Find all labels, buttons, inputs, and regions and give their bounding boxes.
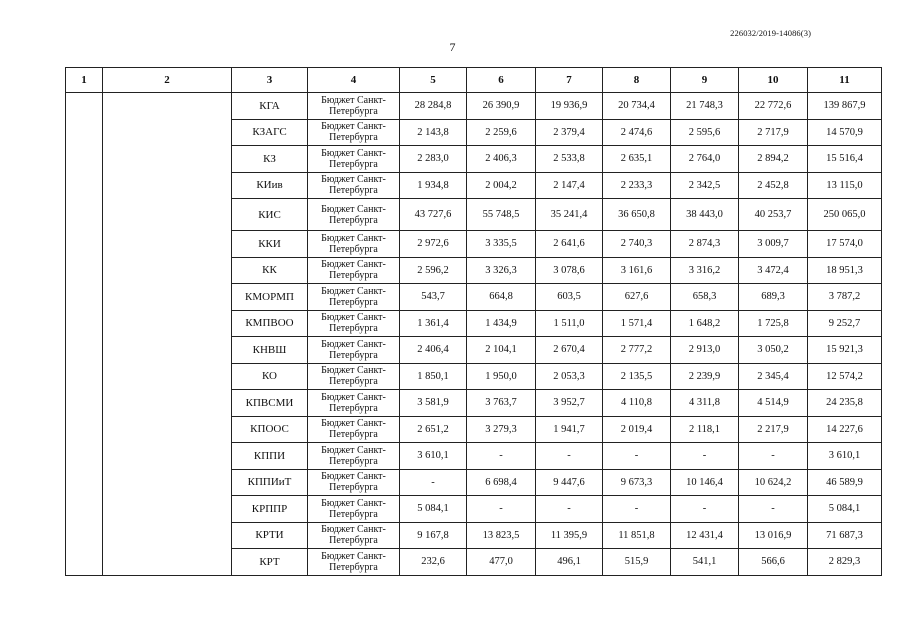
value-cell-col-10: 689,3 xyxy=(739,284,808,311)
value-cell-col-5: 1 934,8 xyxy=(400,172,467,199)
value-cell-col-6: 1 434,9 xyxy=(467,310,536,337)
value-cell-col-6: 55 748,5 xyxy=(467,199,536,231)
value-cell-col-6: 664,8 xyxy=(467,284,536,311)
value-cell-col-11: 139 867,9 xyxy=(808,93,882,120)
value-cell-col-10: - xyxy=(739,496,808,523)
value-cell-col-9: 2 913,0 xyxy=(671,337,739,364)
funding-source-cell: Бюджет Санкт-Петербурга xyxy=(308,469,400,496)
value-cell-col-7: 496,1 xyxy=(536,549,603,576)
committee-code-cell: КИС xyxy=(232,199,308,231)
value-cell-col-5: 1 850,1 xyxy=(400,363,467,390)
value-cell-col-10: 22 772,6 xyxy=(739,93,808,120)
value-cell-col-9: 3 316,2 xyxy=(671,257,739,284)
committee-code-cell: КО xyxy=(232,363,308,390)
value-cell-col-10: 40 253,7 xyxy=(739,199,808,231)
value-cell-col-8: 2 777,2 xyxy=(603,337,671,364)
value-cell-col-7: - xyxy=(536,443,603,470)
committee-code-cell: КК xyxy=(232,257,308,284)
value-cell-col-9: 38 443,0 xyxy=(671,199,739,231)
value-cell-col-11: 250 065,0 xyxy=(808,199,882,231)
value-cell-col-8: 11 851,8 xyxy=(603,522,671,549)
column-header-5: 5 xyxy=(400,68,467,93)
funding-source-cell: Бюджет Санкт-Петербурга xyxy=(308,310,400,337)
value-cell-col-7: 35 241,4 xyxy=(536,199,603,231)
column-header-1: 1 xyxy=(66,68,103,93)
value-cell-col-5: 3 610,1 xyxy=(400,443,467,470)
value-cell-col-5: 2 283,0 xyxy=(400,146,467,173)
value-cell-col-7: 603,5 xyxy=(536,284,603,311)
value-cell-col-11: 3 787,2 xyxy=(808,284,882,311)
col1-merged-cell xyxy=(66,93,103,576)
value-cell-col-9: 21 748,3 xyxy=(671,93,739,120)
value-cell-col-6: 6 698,4 xyxy=(467,469,536,496)
value-cell-col-5: 5 084,1 xyxy=(400,496,467,523)
value-cell-col-8: 2 019,4 xyxy=(603,416,671,443)
value-cell-col-10: 3 009,7 xyxy=(739,231,808,258)
value-cell-col-5: 2 651,2 xyxy=(400,416,467,443)
value-cell-col-9: 2 239,9 xyxy=(671,363,739,390)
value-cell-col-10: 1 725,8 xyxy=(739,310,808,337)
value-cell-col-8: 1 571,4 xyxy=(603,310,671,337)
value-cell-col-10: 2 217,9 xyxy=(739,416,808,443)
value-cell-col-8: 2 635,1 xyxy=(603,146,671,173)
value-cell-col-9: 10 146,4 xyxy=(671,469,739,496)
value-cell-col-8: 2 474,6 xyxy=(603,119,671,146)
col2-merged-cell xyxy=(103,93,232,576)
value-cell-col-7: 2 053,3 xyxy=(536,363,603,390)
funding-source-cell: Бюджет Санкт-Петербурга xyxy=(308,231,400,258)
value-cell-col-6: 2 259,6 xyxy=(467,119,536,146)
value-cell-col-8: 2 135,5 xyxy=(603,363,671,390)
committee-code-cell: КРППР xyxy=(232,496,308,523)
value-cell-col-11: 46 589,9 xyxy=(808,469,882,496)
value-cell-col-6: 26 390,9 xyxy=(467,93,536,120)
value-cell-col-10: 13 016,9 xyxy=(739,522,808,549)
committee-code-cell: КППИиТ xyxy=(232,469,308,496)
page-number: 7 xyxy=(449,40,456,54)
value-cell-col-11: 14 227,6 xyxy=(808,416,882,443)
value-cell-col-6: 2 004,2 xyxy=(467,172,536,199)
funding-source-cell: Бюджет Санкт-Петербурга xyxy=(308,199,400,231)
funding-source-cell: Бюджет Санкт-Петербурга xyxy=(308,549,400,576)
value-cell-col-11: 5 084,1 xyxy=(808,496,882,523)
value-cell-col-10: 4 514,9 xyxy=(739,390,808,417)
value-cell-col-11: 71 687,3 xyxy=(808,522,882,549)
funding-source-cell: Бюджет Санкт-Петербурга xyxy=(308,337,400,364)
value-cell-col-8: 36 650,8 xyxy=(603,199,671,231)
table-body xyxy=(66,93,882,576)
committee-code-cell: КППИ xyxy=(232,443,308,470)
budget-table xyxy=(65,67,882,576)
value-cell-col-9: 2 118,1 xyxy=(671,416,739,443)
value-cell-col-7: 1 941,7 xyxy=(536,416,603,443)
column-header-6: 6 xyxy=(467,68,536,93)
value-cell-col-8: - xyxy=(603,443,671,470)
value-cell-col-8: 4 110,8 xyxy=(603,390,671,417)
value-cell-col-8: 20 734,4 xyxy=(603,93,671,120)
funding-source-cell: Бюджет Санкт-Петербурга xyxy=(308,146,400,173)
value-cell-col-6: 2 104,1 xyxy=(467,337,536,364)
committee-code-cell: КИив xyxy=(232,172,308,199)
committee-code-cell: КМОРМП xyxy=(232,284,308,311)
value-cell-col-6: 2 406,3 xyxy=(467,146,536,173)
value-cell-col-7: 2 641,6 xyxy=(536,231,603,258)
value-cell-col-10: 2 345,4 xyxy=(739,363,808,390)
value-cell-col-10: 10 624,2 xyxy=(739,469,808,496)
value-cell-col-11: 18 951,3 xyxy=(808,257,882,284)
value-cell-col-5: 43 727,6 xyxy=(400,199,467,231)
value-cell-col-9: 1 648,2 xyxy=(671,310,739,337)
value-cell-col-10: 2 717,9 xyxy=(739,119,808,146)
value-cell-col-11: 12 574,2 xyxy=(808,363,882,390)
funding-source-cell: Бюджет Санкт-Петербурга xyxy=(308,363,400,390)
committee-code-cell: КНВШ xyxy=(232,337,308,364)
committee-code-cell: КМПВОО xyxy=(232,310,308,337)
document-number: 226032/2019-14086(3) xyxy=(730,28,811,38)
funding-source-cell: Бюджет Санкт-Петербурга xyxy=(308,522,400,549)
value-cell-col-8: 627,6 xyxy=(603,284,671,311)
value-cell-col-5: 2 406,4 xyxy=(400,337,467,364)
value-cell-col-5: 543,7 xyxy=(400,284,467,311)
table-row xyxy=(66,93,882,120)
value-cell-col-11: 15 921,3 xyxy=(808,337,882,364)
value-cell-col-9: 541,1 xyxy=(671,549,739,576)
value-cell-col-8: 9 673,3 xyxy=(603,469,671,496)
value-cell-col-9: 12 431,4 xyxy=(671,522,739,549)
funding-source-cell: Бюджет Санкт-Петербурга xyxy=(308,119,400,146)
value-cell-col-9: 2 764,0 xyxy=(671,146,739,173)
value-cell-col-7: - xyxy=(536,496,603,523)
value-cell-col-5: 9 167,8 xyxy=(400,522,467,549)
funding-source-cell: Бюджет Санкт-Петербурга xyxy=(308,172,400,199)
column-header-9: 9 xyxy=(671,68,739,93)
value-cell-col-10: 2 894,2 xyxy=(739,146,808,173)
value-cell-col-9: 2 595,6 xyxy=(671,119,739,146)
column-header-8: 8 xyxy=(603,68,671,93)
value-cell-col-11: 3 610,1 xyxy=(808,443,882,470)
value-cell-col-5: 3 581,9 xyxy=(400,390,467,417)
value-cell-col-7: 9 447,6 xyxy=(536,469,603,496)
value-cell-col-5: 1 361,4 xyxy=(400,310,467,337)
value-cell-col-9: 4 311,8 xyxy=(671,390,739,417)
column-header-7: 7 xyxy=(536,68,603,93)
value-cell-col-10: 3 050,2 xyxy=(739,337,808,364)
value-cell-col-9: 658,3 xyxy=(671,284,739,311)
value-cell-col-11: 14 570,9 xyxy=(808,119,882,146)
value-cell-col-7: 2 379,4 xyxy=(536,119,603,146)
value-cell-col-7: 2 147,4 xyxy=(536,172,603,199)
value-cell-col-5: 28 284,8 xyxy=(400,93,467,120)
committee-code-cell: КРТИ xyxy=(232,522,308,549)
value-cell-col-7: 2 670,4 xyxy=(536,337,603,364)
value-cell-col-7: 2 533,8 xyxy=(536,146,603,173)
value-cell-col-9: - xyxy=(671,443,739,470)
value-cell-col-8: 2 233,3 xyxy=(603,172,671,199)
committee-code-cell: КЗАГС xyxy=(232,119,308,146)
value-cell-col-7: 3 078,6 xyxy=(536,257,603,284)
funding-source-cell: Бюджет Санкт-Петербурга xyxy=(308,416,400,443)
value-cell-col-7: 1 511,0 xyxy=(536,310,603,337)
value-cell-col-8: - xyxy=(603,496,671,523)
funding-source-cell: Бюджет Санкт-Петербурга xyxy=(308,443,400,470)
value-cell-col-11: 2 829,3 xyxy=(808,549,882,576)
committee-code-cell: КПВСМИ xyxy=(232,390,308,417)
funding-source-cell: Бюджет Санкт-Петербурга xyxy=(308,93,400,120)
committee-code-cell: КГА xyxy=(232,93,308,120)
funding-source-cell: Бюджет Санкт-Петербурга xyxy=(308,496,400,523)
value-cell-col-6: - xyxy=(467,496,536,523)
value-cell-col-6: 3 335,5 xyxy=(467,231,536,258)
value-cell-col-8: 515,9 xyxy=(603,549,671,576)
table-header-row xyxy=(66,68,882,93)
value-cell-col-5: 2 596,2 xyxy=(400,257,467,284)
value-cell-col-11: 15 516,4 xyxy=(808,146,882,173)
value-cell-col-5: 2 143,8 xyxy=(400,119,467,146)
value-cell-col-6: 3 763,7 xyxy=(467,390,536,417)
value-cell-col-11: 24 235,8 xyxy=(808,390,882,417)
committee-code-cell: КЗ xyxy=(232,146,308,173)
value-cell-col-6: - xyxy=(467,443,536,470)
value-cell-col-9: 2 874,3 xyxy=(671,231,739,258)
value-cell-col-6: 13 823,5 xyxy=(467,522,536,549)
value-cell-col-10: 3 472,4 xyxy=(739,257,808,284)
value-cell-col-9: 2 342,5 xyxy=(671,172,739,199)
value-cell-col-6: 1 950,0 xyxy=(467,363,536,390)
value-cell-col-8: 2 740,3 xyxy=(603,231,671,258)
column-header-3: 3 xyxy=(232,68,308,93)
funding-source-cell: Бюджет Санкт-Петербурга xyxy=(308,284,400,311)
column-header-4: 4 xyxy=(308,68,400,93)
funding-source-cell: Бюджет Санкт-Петербурга xyxy=(308,257,400,284)
value-cell-col-11: 13 115,0 xyxy=(808,172,882,199)
value-cell-col-5: 232,6 xyxy=(400,549,467,576)
committee-code-cell: КРТ xyxy=(232,549,308,576)
funding-source-cell: Бюджет Санкт-Петербурга xyxy=(308,390,400,417)
value-cell-col-6: 3 279,3 xyxy=(467,416,536,443)
value-cell-col-11: 17 574,0 xyxy=(808,231,882,258)
value-cell-col-8: 3 161,6 xyxy=(603,257,671,284)
value-cell-col-5: 2 972,6 xyxy=(400,231,467,258)
value-cell-col-6: 477,0 xyxy=(467,549,536,576)
value-cell-col-6: 3 326,3 xyxy=(467,257,536,284)
value-cell-col-11: 9 252,7 xyxy=(808,310,882,337)
column-header-10: 10 xyxy=(739,68,808,93)
committee-code-cell: ККИ xyxy=(232,231,308,258)
value-cell-col-5: - xyxy=(400,469,467,496)
committee-code-cell: КПООС xyxy=(232,416,308,443)
value-cell-col-7: 3 952,7 xyxy=(536,390,603,417)
value-cell-col-10: - xyxy=(739,443,808,470)
value-cell-col-7: 11 395,9 xyxy=(536,522,603,549)
value-cell-col-7: 19 936,9 xyxy=(536,93,603,120)
value-cell-col-9: - xyxy=(671,496,739,523)
value-cell-col-10: 2 452,8 xyxy=(739,172,808,199)
column-header-2: 2 xyxy=(103,68,232,93)
value-cell-col-10: 566,6 xyxy=(739,549,808,576)
column-header-11: 11 xyxy=(808,68,882,93)
